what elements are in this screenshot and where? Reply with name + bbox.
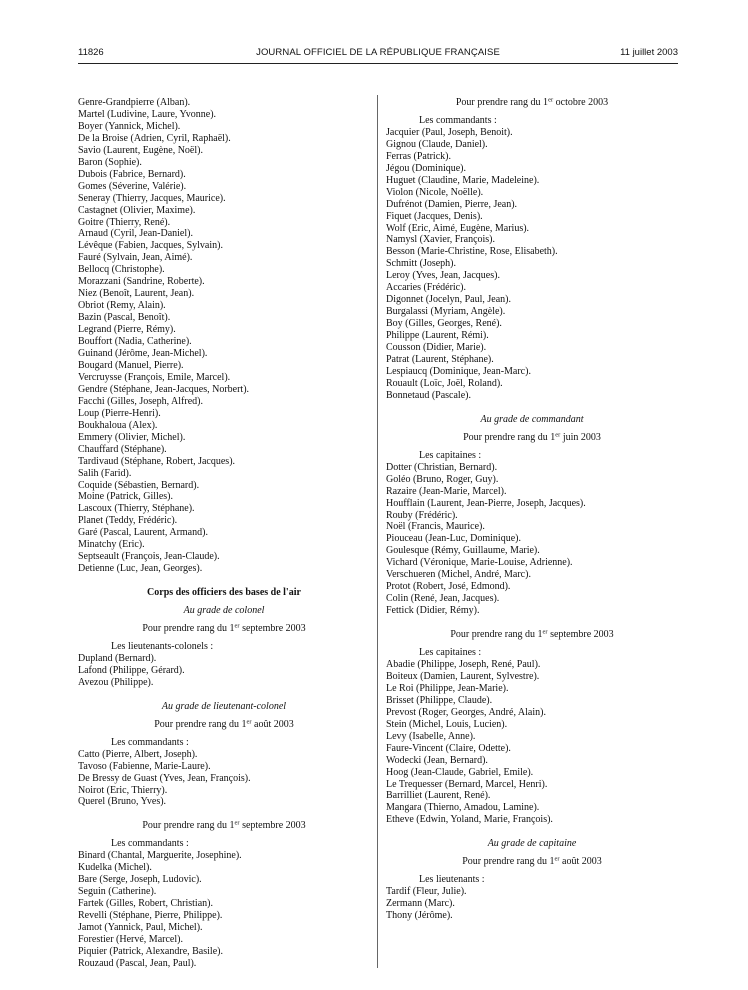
name-list bbox=[386, 659, 678, 826]
list-item: Schmitt (Joseph). bbox=[386, 258, 456, 270]
list-item: Garé (Pascal, Laurent, Armand). bbox=[78, 527, 208, 539]
name-list bbox=[78, 97, 370, 575]
list-item: Facchi (Gilles, Joseph, Alfred). bbox=[78, 395, 203, 407]
list-item: De Bressy de Guast (Yves, Jean, François). bbox=[78, 772, 251, 784]
list-item: Burgalassi (Myriam, Angèle). bbox=[386, 306, 506, 318]
list-item: Le Roi (Philippe, Jean-Marie). bbox=[386, 682, 509, 694]
list-item: Verschueren (Michel, André, Marc). bbox=[386, 569, 531, 581]
list-item: Ferras (Patrick). bbox=[386, 150, 451, 162]
grade-heading: Au grade de capitaine bbox=[487, 838, 577, 850]
list-item: Emmery (Olivier, Michel). bbox=[78, 431, 186, 443]
name-list bbox=[386, 886, 678, 922]
list-item: Etheve (Edwin, Yoland, Marie, François). bbox=[386, 814, 553, 826]
list-item: Tardivaud (Stéphane, Robert, Jacques). bbox=[78, 455, 236, 467]
publication-date: 11 juillet 2003 bbox=[620, 47, 678, 58]
list-item: Arnaud (Cyril, Jean-Daniel). bbox=[78, 228, 193, 240]
list-item: Jamot (Yannick, Paul, Michel). bbox=[78, 922, 203, 934]
list-item: Seneray (Thierry, Jacques, Maurice). bbox=[78, 192, 226, 204]
list-item: Fartek (Gilles, Robert, Christian). bbox=[78, 898, 213, 910]
name-list bbox=[386, 127, 678, 402]
list-item: Digonnet (Jocelyn, Paul, Jean). bbox=[386, 294, 511, 306]
list-item: Avezou (Philippe). bbox=[78, 676, 154, 688]
list-item: Gomes (Séverine, Valérie). bbox=[78, 180, 187, 192]
list-item: Kudelka (Michel). bbox=[78, 862, 152, 874]
list-item: Lévêque (Fabien, Jacques, Sylvain). bbox=[78, 240, 223, 252]
list-item: Boiteux (Damien, Laurent, Sylvestre). bbox=[386, 670, 540, 682]
list-item: Goléo (Bruno, Roger, Guy). bbox=[386, 473, 499, 485]
list-item: Patrat (Laurent, Stéphane). bbox=[386, 354, 494, 366]
list-item: Zermann (Marc). bbox=[386, 898, 455, 910]
list-item: Lafond (Philippe, Gérard). bbox=[78, 664, 185, 676]
list-item: Piouceau (Jean-Luc, Dominique). bbox=[386, 533, 521, 545]
rank-date-line: Pour prendre rang du 1er août 2003 bbox=[154, 718, 294, 730]
page-header bbox=[78, 47, 678, 63]
right-column bbox=[386, 97, 678, 922]
list-item: Protot (Robert, José, Edmond). bbox=[386, 581, 511, 593]
list-item: Barrilliet (Laurent, René). bbox=[386, 790, 491, 802]
list-item: Revelli (Stéphane, Pierre, Philippe). bbox=[78, 910, 223, 922]
list-item: Salih (Farid). bbox=[78, 467, 132, 479]
list-item: Philippe (Laurent, Rémi). bbox=[386, 330, 489, 342]
list-item: Violon (Nicole, Noëlle). bbox=[386, 186, 484, 198]
list-item: Vercruysse (François, Emile, Marcel). bbox=[78, 371, 231, 383]
list-item: Seguin (Catherine). bbox=[78, 886, 157, 898]
list-item: Leroy (Yves, Jean, Jacques). bbox=[386, 270, 500, 282]
list-intro: Les capitaines : bbox=[419, 647, 482, 659]
list-item: Razaire (Jean-Marie, Marcel). bbox=[386, 485, 507, 497]
list-item: Gendre (Stéphane, Jean-Jacques, Norbert). bbox=[78, 383, 250, 395]
list-item: Cousson (Didier, Marie). bbox=[386, 342, 487, 354]
list-item: Forestier (Hervé, Marcel). bbox=[78, 934, 183, 945]
list-item: Jacquier (Paul, Joseph, Benoit). bbox=[386, 126, 513, 138]
list-item: Dotter (Christian, Bernard). bbox=[386, 461, 498, 473]
page-number: 11826 bbox=[78, 47, 104, 58]
list-item: Jégou (Dominique). bbox=[386, 162, 466, 174]
list-item: De la Broise (Adrien, Cyril, Raphaël). bbox=[78, 132, 231, 144]
list-item: Abadie (Philippe, Joseph, René, Paul). bbox=[386, 658, 541, 670]
grade-heading: Au grade de colonel bbox=[183, 605, 265, 617]
list-item: Martel (Ludivine, Laure, Yvonne). bbox=[78, 108, 217, 120]
list-item: Rouault (Loïc, Joël, Roland). bbox=[386, 377, 503, 389]
list-item: Wolf (Eric, Aimé, Eugène, Marius). bbox=[386, 222, 530, 234]
list-intro: Les capitaines : bbox=[419, 449, 482, 461]
list-item: Le Trequesser (Bernard, Marcel, Henri). bbox=[386, 778, 548, 790]
grade-heading: Au grade de lieutenant-colonel bbox=[161, 700, 287, 712]
list-item: Goitre (Thierry, René). bbox=[78, 216, 171, 228]
list-item: Tavoso (Fabienne, Marie-Laure). bbox=[78, 760, 211, 772]
list-item: Noirot (Eric, Thierry). bbox=[78, 784, 168, 796]
list-item: Baron (Sophie). bbox=[78, 156, 142, 168]
rank-date-line: Pour prendre rang du 1er septembre 2003 bbox=[142, 819, 306, 832]
list-intro: Les lieutenants : bbox=[419, 874, 485, 886]
list-item: Genre-Grandpierre (Alban). bbox=[78, 97, 191, 108]
list-item: Planet (Teddy, Frédéric). bbox=[78, 515, 178, 527]
name-list bbox=[78, 749, 370, 809]
list-item: Wodecki (Jean, Bernard). bbox=[386, 754, 488, 766]
rank-date-line: Pour prendre rang du 1er septembre 2003 bbox=[450, 628, 614, 641]
list-item: Bazin (Pascal, Benoît). bbox=[78, 312, 171, 324]
list-item: Thony (Jérôme). bbox=[386, 910, 453, 922]
list-item: Houfflain (Laurent, Jean-Pierre, Joseph, Jacques). bbox=[386, 497, 586, 509]
list-item: Besson (Marie-Christine, Rose, Elisabeth). bbox=[386, 246, 558, 258]
corps-title: Corps des officiers des bases de l'air bbox=[147, 587, 301, 599]
list-item: Bougard (Manuel, Pierre). bbox=[78, 359, 184, 371]
list-item: Boukhaloua (Alex). bbox=[78, 419, 158, 431]
list-item: Moine (Patrick, Gilles). bbox=[78, 491, 173, 503]
list-item: Vichard (Véronique, Marie-Louise, Adrienne). bbox=[386, 557, 573, 569]
name-list bbox=[78, 653, 370, 689]
list-item: Piquier (Patrick, Alexandre, Basile). bbox=[78, 945, 223, 957]
list-item: Boyer (Yannick, Michel). bbox=[78, 120, 181, 132]
list-item: Namysl (Xavier, François). bbox=[386, 234, 496, 246]
list-item: Loup (Pierre-Henri). bbox=[78, 407, 161, 419]
list-item: Huguet (Claudine, Marie, Madeleine). bbox=[386, 174, 540, 186]
list-item: Gignou (Claude, Daniel). bbox=[386, 138, 488, 150]
list-item: Levy (Isabelle, Anne). bbox=[386, 730, 476, 742]
list-item: Stein (Michel, Louis, Lucien). bbox=[386, 718, 508, 730]
name-list bbox=[386, 462, 678, 617]
list-intro: Les lieutenants-colonels : bbox=[111, 640, 214, 652]
list-item: Rouzaud (Pascal, Jean, Paul). bbox=[78, 957, 197, 969]
list-item: Bare (Serge, Joseph, Ludovic). bbox=[78, 874, 202, 886]
list-item: Accaries (Frédéric). bbox=[386, 282, 466, 294]
list-item: Castagnet (Olivier, Maxime). bbox=[78, 204, 196, 216]
list-item: Fiquet (Jacques, Denis). bbox=[386, 210, 483, 222]
list-item: Tardif (Fleur, Julie). bbox=[386, 886, 467, 898]
list-item: Querel (Bruno, Yves). bbox=[78, 796, 167, 808]
list-intro: Les commandants : bbox=[111, 736, 189, 748]
header-rule bbox=[78, 63, 678, 64]
journal-title: JOURNAL OFFICIEL DE LA RÉPUBLIQUE FRANÇAISE bbox=[256, 47, 500, 58]
list-item: Septseault (François, Jean-Claude). bbox=[78, 551, 220, 563]
list-item: Morazzani (Sandrine, Roberte). bbox=[78, 276, 205, 288]
list-item: Binard (Chantal, Marguerite, Josephine). bbox=[78, 850, 242, 862]
rank-date-line: Pour prendre rang du 1er août 2003 bbox=[462, 855, 602, 868]
list-item: Detienne (Luc, Jean, Georges). bbox=[78, 563, 203, 575]
list-item: Chauffard (Stéphane). bbox=[78, 443, 167, 455]
list-item: Savio (Laurent, Eugène, Noël). bbox=[78, 144, 203, 156]
list-item: Bonnetaud (Pascale). bbox=[386, 389, 471, 401]
list-item: Rouby (Frédéric). bbox=[386, 509, 458, 521]
list-item: Hoog (Jean-Claude, Gabriel, Emile). bbox=[386, 766, 534, 778]
list-item: Faure-Vincent (Claire, Odette). bbox=[386, 742, 511, 754]
list-item: Lascoux (Thierry, Stéphane). bbox=[78, 503, 195, 515]
list-item: Brisset (Philippe, Claude). bbox=[386, 694, 493, 706]
list-item: Legrand (Pierre, Rémy). bbox=[78, 324, 176, 336]
list-item: Dubois (Fabrice, Bernard). bbox=[78, 168, 186, 180]
list-item: Fettick (Didier, Rémy). bbox=[386, 605, 480, 617]
list-item: Coquide (Sébastien, Bernard). bbox=[78, 479, 200, 491]
list-item: Prevost (Roger, Georges, André, Alain). bbox=[386, 706, 546, 718]
column-divider bbox=[377, 95, 378, 968]
list-item: Mangara (Thierno, Amadou, Lamine). bbox=[386, 802, 540, 814]
list-item: Catto (Pierre, Albert, Joseph). bbox=[78, 748, 198, 760]
list-item: Obriot (Remy, Alain). bbox=[78, 300, 166, 312]
list-item: Colin (René, Jean, Jacques). bbox=[386, 593, 500, 605]
list-item: Lespiaucq (Dominique, Jean-Marc). bbox=[386, 365, 531, 377]
list-item: Dupland (Bernard). bbox=[78, 652, 157, 664]
name-list bbox=[78, 850, 370, 970]
list-item: Minatchy (Eric). bbox=[78, 539, 145, 551]
list-intro: Les commandants : bbox=[419, 114, 497, 126]
left-column bbox=[78, 97, 370, 970]
grade-heading: Au grade de commandant bbox=[480, 413, 584, 425]
list-item: Guinand (Jérôme, Jean-Michel). bbox=[78, 348, 208, 360]
list-item: Dufrénot (Damien, Pierre, Jean). bbox=[386, 198, 518, 210]
list-item: Fauré (Sylvain, Jean, Aimé). bbox=[78, 252, 193, 264]
rank-date-line: Pour prendre rang du 1er septembre 2003 bbox=[142, 622, 306, 635]
list-item: Bellocq (Christophe). bbox=[78, 264, 165, 276]
list-item: Goulesque (Rémy, Guillaume, Marie). bbox=[386, 545, 540, 557]
list-intro: Les commandants : bbox=[111, 838, 189, 850]
list-item: Boy (Gilles, Georges, René). bbox=[386, 318, 502, 330]
list-item: Niez (Benoît, Laurent, Jean). bbox=[78, 288, 195, 300]
rank-date-line: Pour prendre rang du 1er octobre 2003 bbox=[455, 96, 609, 108]
rank-date-line: Pour prendre rang du 1er juin 2003 bbox=[463, 431, 601, 443]
list-item: Noël (Francis, Maurice). bbox=[386, 521, 485, 533]
list-item: Bouffort (Nadia, Catherine). bbox=[78, 336, 192, 348]
